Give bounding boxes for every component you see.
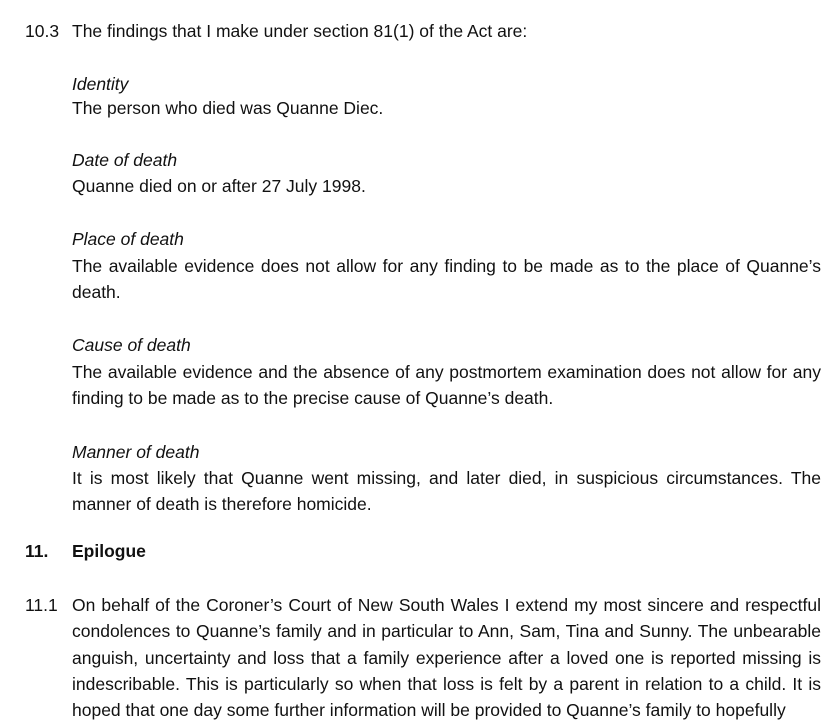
finding-heading-identity: Identity [72,74,129,94]
finding-text-place-of-death: The available evidence does not allow for any finding to be made as to the place of Quanne’s death. [72,256,821,303]
finding-heading-cause-of-death: Cause of death [72,335,191,355]
finding-text-cause-of-death: The available evidence and the absence of any postmortem examination does not allow for any finding to be made as to the precise cause of Quanne’s death. [72,362,821,409]
finding-text-identity: The person who died was Quanne Diec. [72,98,384,118]
section-title-epilogue: Epilogue [72,541,146,561]
finding-heading-manner-of-death: Manner of death [72,442,200,462]
finding-text-date-of-death: Quanne died on or after 27 July 1998. [72,176,366,196]
paragraph-11-1-text: On behalf of the Coroner’s Court of New South Wales I extend my most sincere and respectful condolences to Quanne’s family and in particular to Ann, Sam, Tina and Sunny. The unbearable anguish, uncertainty and loss that a family experience after a loved one is reported missing is indescribable. This is particularly so when that loss is felt by a parent in relation to a child. It is hoped that one day some further information will be provided to Quanne’s family to hopefully [72,595,821,721]
finding-text-manner-of-death: It is most likely that Quanne went missing, and later died, in suspicious circumstances. The manner of death is therefore homicide. [72,468,821,515]
section-number-11: 11. [25,541,49,561]
paragraph-number-11-1: 11.1 [25,595,58,615]
finding-heading-place-of-death: Place of death [72,229,184,249]
findings-intro: The findings that I make under section 81(1) of the Act are: [72,21,528,41]
paragraph-number-10-3: 10.3 [25,21,60,41]
finding-heading-date-of-death: Date of death [72,150,178,170]
